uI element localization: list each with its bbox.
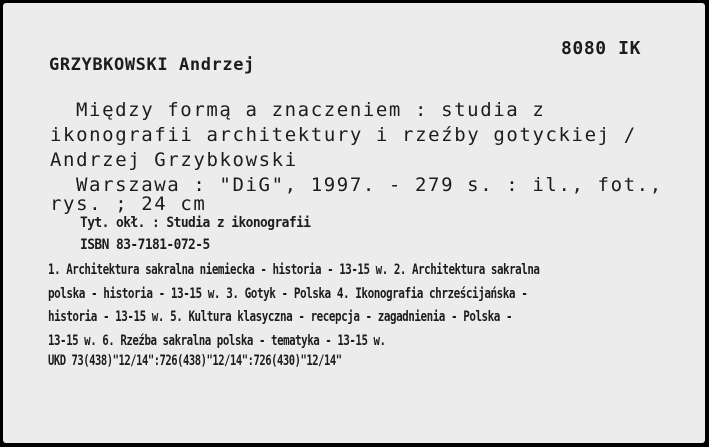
catalog-card xyxy=(3,3,705,443)
imprint-line: rys. ; 24 cm xyxy=(50,193,207,215)
imprint-line: Warszawa : "DiG", 1997. - 279 s. : il., fot., xyxy=(76,174,663,196)
subject-line: 13-15 w. 6. Rzeźba sakralna polska - tematyka - 13-15 w. xyxy=(48,333,386,349)
title-line: ikonografii architektury i rzeźby gotyckiej / xyxy=(50,124,637,146)
subject-line: 1. Architektura sakralna niemiecka - historia - 13-15 w. 2. Architektura sakralna xyxy=(48,262,540,278)
call-number: 8080 IK xyxy=(561,38,642,59)
note-line: ISBN 83-7181-072-5 xyxy=(80,237,210,253)
title-line: Między formą a znaczeniem : studia z xyxy=(76,99,546,121)
subject-line: polska - historia - 13-15 w. 3. Gotyk - Polska 4. Ikonografia chrześcijańska - xyxy=(48,286,528,302)
note-line: Tyt. okł. : Studia z ikonografii xyxy=(80,215,311,231)
subject-line: historia - 13-15 w. 5. Kultura klasyczna - recepcja - zagadnienia - Polska - xyxy=(48,309,513,325)
title-line: Andrzej Grzybkowski xyxy=(50,149,298,171)
classification-line: UKD 73(438)"12/14":726(438)"12/14":726(430)"12/14" xyxy=(48,353,342,369)
author-heading: GRZYBKOWSKI Andrzej xyxy=(49,55,255,75)
